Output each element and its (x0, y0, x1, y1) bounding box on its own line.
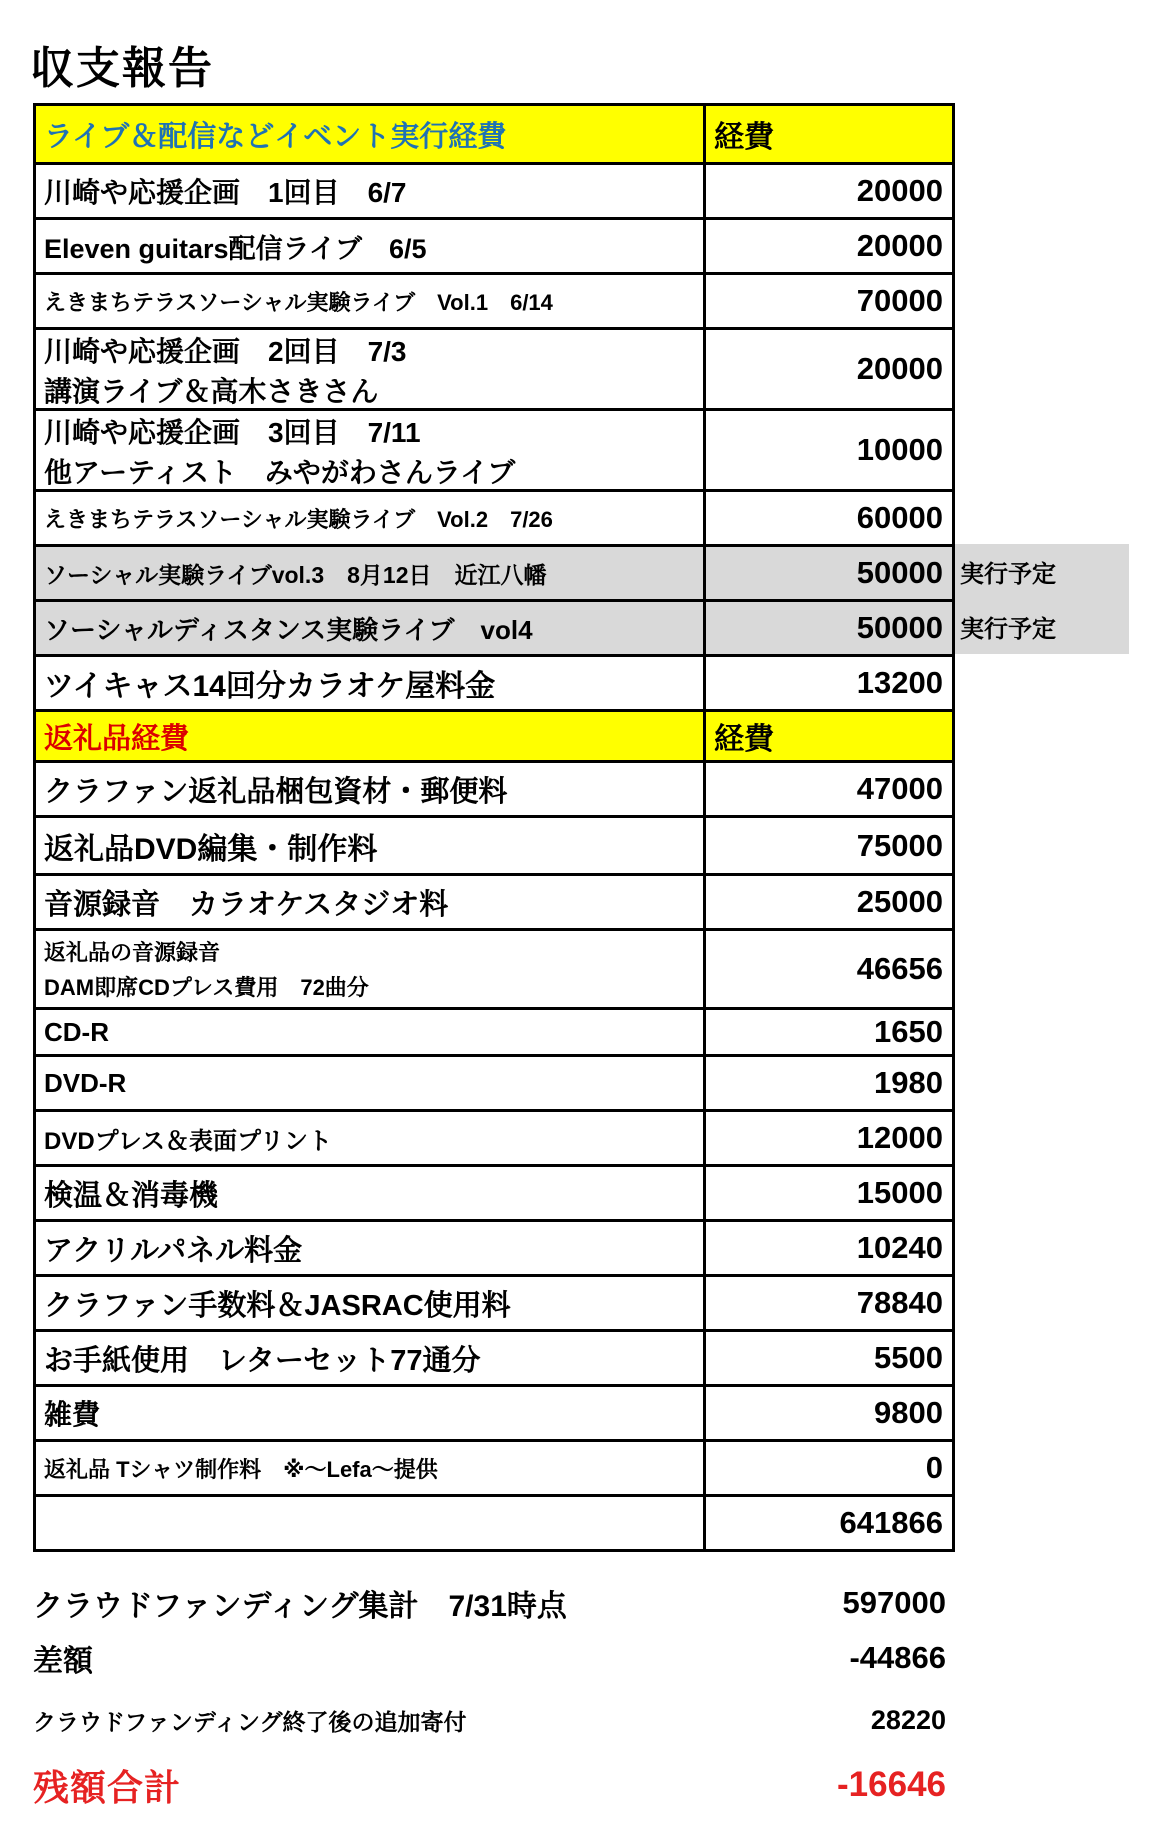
section2-header-row (36, 709, 952, 760)
table-row (36, 1329, 952, 1384)
expense-amount: 1980 (703, 1057, 952, 1109)
table-row-planned (36, 599, 952, 654)
expense-item-label: アクリルパネル料金 (44, 1234, 303, 1267)
expense-item-label: Eleven guitars配信ライブ 6/5 (44, 233, 427, 264)
expense-amount: 25000 (703, 876, 952, 928)
table-row (36, 327, 952, 408)
expense-amount: 75000 (703, 818, 952, 873)
expense-item-label: えきまちテラスソーシャル実験ライブ Vol.2 7/26 (44, 506, 553, 532)
section2-title: 返礼品経費 (44, 722, 190, 755)
summary-row-remaining-total (33, 1757, 955, 1813)
expense-amount: 10000 (703, 411, 952, 489)
expense-amount: 50000 (703, 602, 952, 654)
expense-item-label: ソーシャル実験ライブvol.3 8月12日 近江八幡 (44, 561, 547, 588)
table-row (36, 1054, 952, 1109)
table-row (36, 272, 952, 327)
expense-amount: 9800 (703, 1387, 952, 1439)
expense-item-label: えきまちテラスソーシャル実験ライブ Vol.1 6/14 (44, 289, 553, 315)
expense-item-label: DVD-R (44, 1067, 127, 1098)
table-row (36, 873, 952, 928)
expense-total-amount: 641866 (703, 1497, 952, 1549)
table-row (36, 815, 952, 873)
table-row (36, 217, 952, 272)
expense-item-label: ツイキャス14回分カラオケ屋料金 (44, 670, 496, 703)
expense-item-label: クラファン手数料＆JASRAC使用料 (44, 1289, 511, 1322)
table-row (36, 1007, 952, 1054)
expense-item-label: 雑費 (44, 1399, 101, 1430)
expense-item-label: 返礼品DVD編集・制作料 (44, 832, 378, 866)
summary-label: クラウドファンディング集計 7/31時点 (33, 1589, 567, 1623)
expense-amount: 60000 (703, 492, 952, 544)
expense-item-label: CD-R (44, 1016, 109, 1047)
summary-row-difference (33, 1630, 955, 1685)
table-row (36, 489, 952, 544)
expense-item-label-line1: 川崎や応援企画 2回目 7/3 (44, 336, 407, 367)
table-row (36, 1219, 952, 1274)
expense-item-label (36, 411, 703, 489)
section1-amount-column-header: 経費 (703, 106, 952, 162)
expense-amount: 15000 (703, 1167, 952, 1219)
expense-amount: 20000 (703, 330, 952, 408)
summary-section (33, 1575, 955, 1813)
summary-row-crowdfunding-total (33, 1575, 955, 1630)
expense-item-label: 検温＆消毒機 (44, 1179, 219, 1212)
summary-label: クラウドファンディング終了後の追加寄付 (33, 1708, 467, 1735)
summary-value: -44866 (849, 1639, 946, 1675)
expense-amount: 10240 (703, 1222, 952, 1274)
expense-amount: 1650 (703, 1010, 952, 1054)
expense-item-label: 返礼品 Tシャツ制作料 ※～Lefa～提供 (44, 1456, 438, 1482)
table-row (36, 1164, 952, 1219)
expense-amount: 47000 (703, 763, 952, 815)
planned-note: 実行予定 (960, 561, 1056, 588)
expense-item-label: お手紙使用 レターセット77通分 (44, 1344, 481, 1377)
expense-amount: 0 (703, 1442, 952, 1494)
expense-item-label: 音源録音 カラオケスタジオ料 (44, 888, 449, 921)
expense-item-label-line2: 講演ライブ＆高木さきさん (44, 376, 379, 407)
table-row (36, 1109, 952, 1164)
expense-item-label-line2: DAM即席CDプレス費用 72曲分 (44, 975, 369, 1001)
section2-amount-column-header: 経費 (703, 712, 952, 760)
table-row (36, 760, 952, 815)
table-row-total (36, 1494, 952, 1549)
table-row (36, 1384, 952, 1439)
table-row (36, 654, 952, 709)
table-row (36, 162, 952, 217)
expense-item-label-line1: 川崎や応援企画 3回目 7/11 (44, 417, 421, 448)
expense-item-label (36, 330, 703, 408)
table-row (36, 1274, 952, 1329)
expense-item-label-line2: 他アーティスト みやがわさんライブ (44, 457, 516, 488)
summary-row-additional-donation (33, 1697, 955, 1743)
expense-amount: 20000 (703, 165, 952, 217)
page-title: 収支報告 (30, 44, 214, 93)
summary-label: 差額 (33, 1644, 93, 1678)
table-row (36, 1439, 952, 1494)
table-row (36, 408, 952, 489)
expense-table (33, 103, 955, 1552)
planned-note: 実行予定 (960, 616, 1056, 643)
expense-amount: 46656 (703, 931, 952, 1007)
expense-item-label (36, 931, 703, 1007)
expense-amount: 5500 (703, 1332, 952, 1384)
table-row-planned (36, 544, 952, 599)
summary-label: 残額合計 (33, 1766, 182, 1808)
section1-header-row (36, 106, 952, 162)
expense-amount: 20000 (703, 220, 952, 272)
summary-value: 597000 (842, 1584, 946, 1620)
expense-item-label: DVDプレス＆表面プリント (44, 1127, 333, 1155)
summary-value: -16646 (837, 1765, 946, 1804)
expense-amount: 70000 (703, 275, 952, 327)
expense-item-label: ソーシャルディスタンス実験ライブ vol4 (44, 614, 533, 645)
summary-value: 28220 (870, 1704, 946, 1735)
section1-title: ライブ＆配信などイベント実行経費 (44, 120, 507, 153)
expense-item-label (36, 1497, 703, 1549)
expense-amount: 12000 (703, 1112, 952, 1164)
expense-amount: 13200 (703, 657, 952, 709)
expense-item-label-line1: 返礼品の音源録音 (44, 939, 221, 965)
planned-note-block (955, 544, 1129, 654)
expense-amount: 50000 (703, 547, 952, 599)
table-row (36, 928, 952, 1007)
expense-amount: 78840 (703, 1277, 952, 1329)
expense-item-label: 川崎や応援企画 1回目 6/7 (44, 177, 407, 208)
expense-item-label: クラファン返礼品梱包資材・郵便料 (44, 775, 508, 808)
